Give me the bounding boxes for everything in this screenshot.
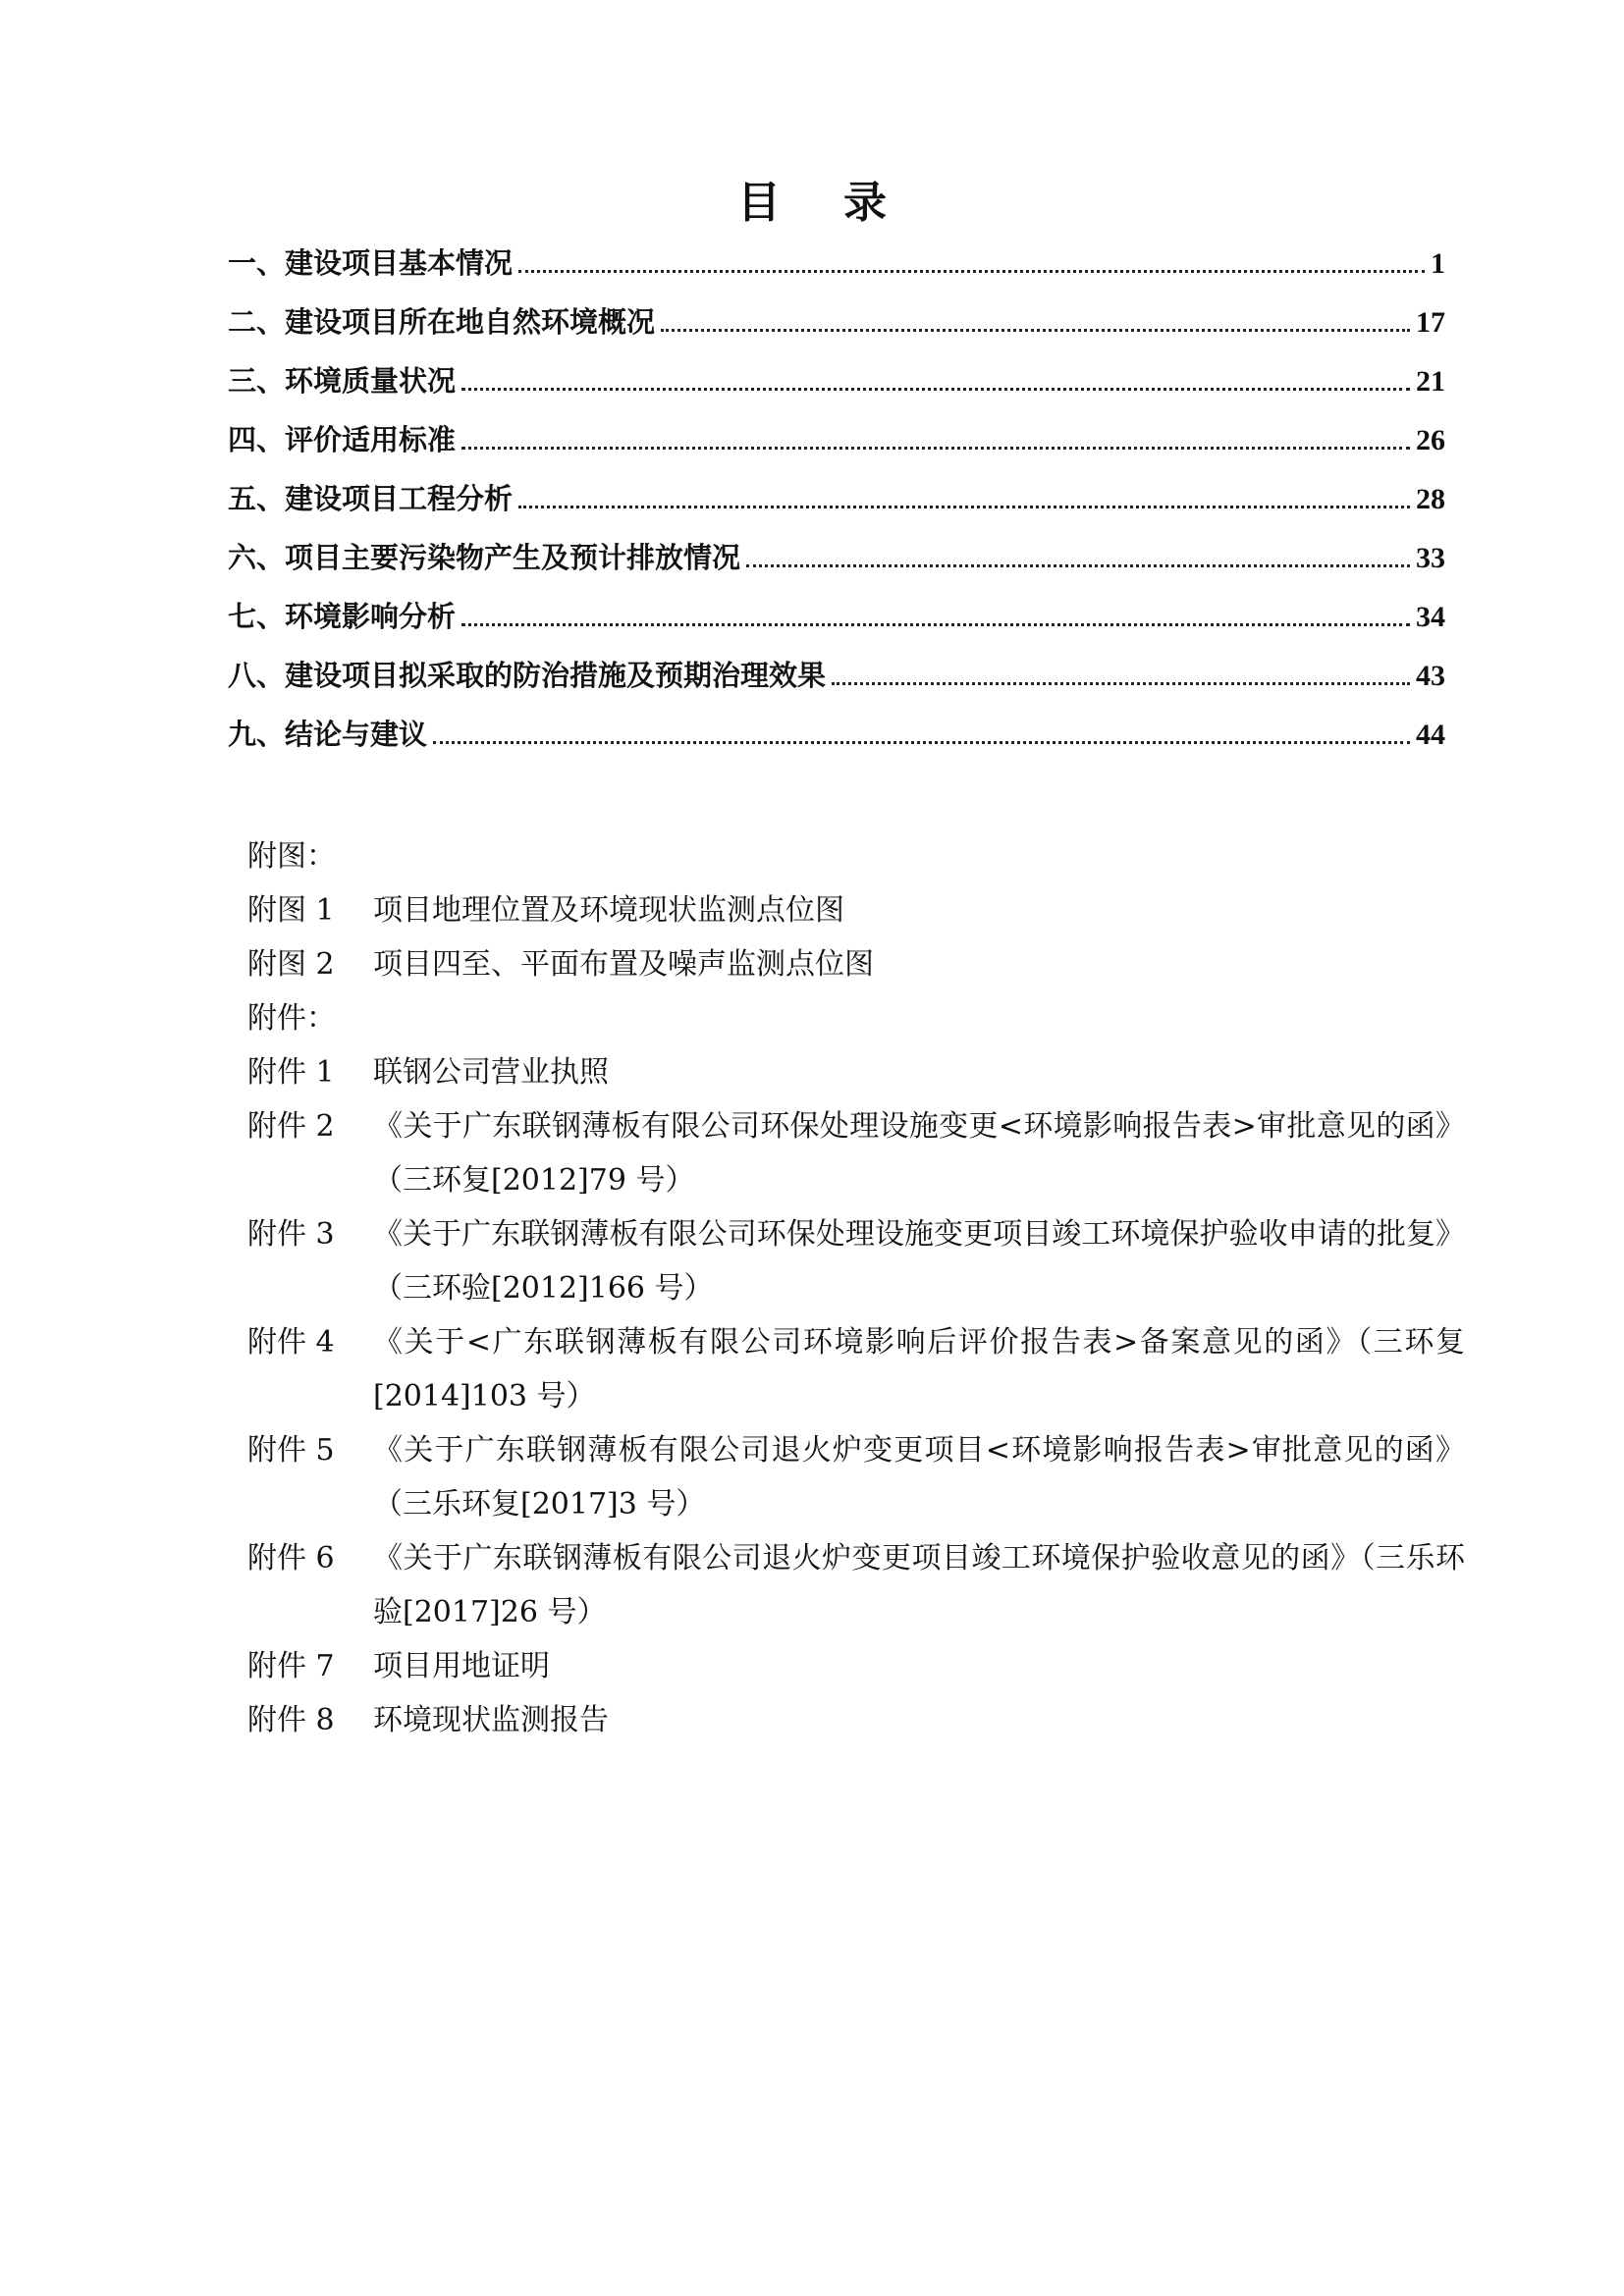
toc-entry[interactable] xyxy=(228,595,1445,654)
attachment-number: 附件 8 xyxy=(247,1703,335,1737)
attachment-number: 附件 6 xyxy=(247,1541,335,1575)
toc-entry[interactable] xyxy=(228,300,1445,359)
attachment-number: 附件 1 xyxy=(247,1055,335,1090)
title-char-2: 录 xyxy=(843,178,887,228)
attachment-item xyxy=(247,1099,1465,1207)
toc-label: 三、环境质量状况 xyxy=(228,364,457,398)
attachment-title: 《关于广东联钢薄板有限公司退火炉变更项目<环境影响报告表>审批意见的函》（三乐环复[2017]3 号） xyxy=(373,1433,1465,1522)
toc-leader-dots xyxy=(518,505,1410,508)
attachment-number: 附件 5 xyxy=(247,1433,335,1468)
toc-page-number: 33 xyxy=(1416,542,1445,574)
figures-heading: 附图： xyxy=(247,839,336,874)
attachments-heading: 附件： xyxy=(247,1001,336,1036)
figure-title: 项目四至、平面布置及噪声监测点位图 xyxy=(373,947,874,982)
toc-page-number: 26 xyxy=(1416,424,1445,456)
toc-page-number: 34 xyxy=(1416,601,1445,633)
attachment-number: 附件 4 xyxy=(247,1325,335,1360)
toc-page-number: 1 xyxy=(1431,247,1445,280)
table-of-contents xyxy=(228,241,1445,772)
toc-label: 二、建设项目所在地自然环境概况 xyxy=(228,305,656,339)
toc-entry[interactable] xyxy=(228,418,1445,477)
toc-entry[interactable] xyxy=(228,536,1445,595)
attachment-title: 环境现状监测报告 xyxy=(373,1703,609,1737)
toc-page-number: 21 xyxy=(1416,365,1445,398)
appendix-list xyxy=(247,829,1465,1747)
figure-number: 附图 1 xyxy=(247,893,335,928)
figure-title: 项目地理位置及环境现状监测点位图 xyxy=(373,893,844,928)
toc-leader-dots xyxy=(461,622,1410,626)
attachment-item xyxy=(247,1423,1465,1531)
toc-entry[interactable] xyxy=(228,654,1445,713)
figure-item xyxy=(247,883,1465,937)
attachment-item xyxy=(247,1315,1465,1423)
title-char-1: 目 xyxy=(737,178,781,228)
toc-leader-dots xyxy=(433,740,1410,744)
attachment-title: 《关于广东联钢薄板有限公司环保处理设施变更<环境影响报告表>审批意见的函》（三环复[2012]79 号） xyxy=(373,1109,1465,1198)
toc-page-number: 43 xyxy=(1416,660,1445,692)
figure-item xyxy=(247,937,1465,991)
attachment-title: 项目用地证明 xyxy=(373,1649,550,1683)
attachment-title: 《关于广东联钢薄板有限公司退火炉变更项目竣工环境保护验收意见的函》（三乐环验[2017]26 号） xyxy=(373,1541,1465,1629)
attachment-title: 《关于<广东联钢薄板有限公司环境影响后评价报告表>备案意见的函》（三环复[2014]103 号） xyxy=(373,1325,1465,1414)
attachment-item xyxy=(247,1531,1465,1639)
page-title xyxy=(0,167,1624,230)
toc-page-number: 44 xyxy=(1416,719,1445,751)
toc-label: 八、建设项目拟采取的防治措施及预期治理效果 xyxy=(228,659,827,692)
attachment-title: 联钢公司营业执照 xyxy=(373,1055,609,1090)
attachment-number: 附件 7 xyxy=(247,1649,335,1683)
attachment-item xyxy=(247,1045,1465,1099)
attachment-item xyxy=(247,1639,1465,1693)
toc-leader-dots xyxy=(746,563,1410,567)
toc-label: 九、结论与建议 xyxy=(228,718,428,751)
toc-page-number: 28 xyxy=(1416,483,1445,515)
attachment-item xyxy=(247,1693,1465,1747)
attachment-title: 《关于广东联钢薄板有限公司环保处理设施变更项目竣工环境保护验收申请的批复》（三环验[2012]166 号） xyxy=(373,1217,1465,1306)
toc-label: 五、建设项目工程分析 xyxy=(228,482,514,515)
toc-entry[interactable] xyxy=(228,477,1445,536)
attachment-number: 附件 3 xyxy=(247,1217,335,1252)
toc-label: 七、环境影响分析 xyxy=(228,600,457,633)
toc-leader-dots xyxy=(832,681,1410,685)
toc-page-number: 17 xyxy=(1416,306,1445,339)
toc-leader-dots xyxy=(461,446,1410,450)
attachment-number: 附件 2 xyxy=(247,1109,335,1144)
toc-leader-dots xyxy=(461,387,1410,391)
toc-entry[interactable] xyxy=(228,241,1445,300)
toc-entry[interactable] xyxy=(228,359,1445,418)
figure-number: 附图 2 xyxy=(247,947,335,982)
attachment-item xyxy=(247,1207,1465,1315)
toc-leader-dots xyxy=(661,328,1410,332)
toc-leader-dots xyxy=(518,269,1425,273)
toc-label: 四、评价适用标准 xyxy=(228,423,457,456)
toc-label: 六、项目主要污染物产生及预计排放情况 xyxy=(228,541,741,574)
toc-entry[interactable] xyxy=(228,713,1445,772)
toc-label: 一、建设项目基本情况 xyxy=(228,246,514,280)
